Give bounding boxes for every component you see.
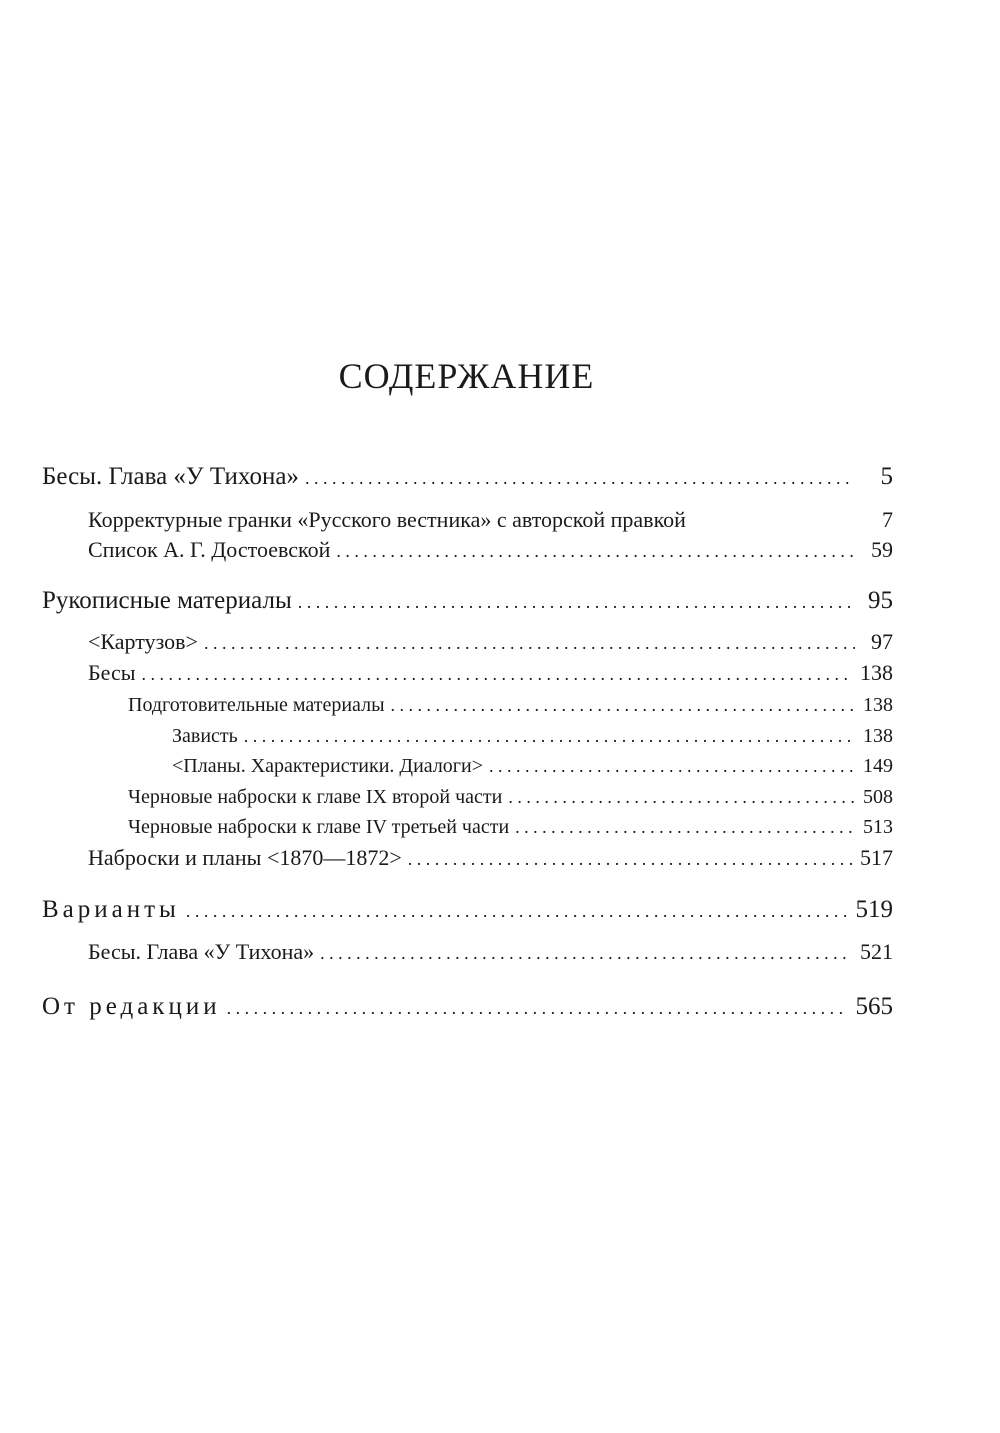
toc-entry-label: Наброски и планы <1870—1872> <box>88 845 402 870</box>
dot-leader <box>391 690 855 720</box>
toc-entry-page: 138 <box>863 725 893 747</box>
dot-leader <box>508 782 855 812</box>
dot-leader <box>186 896 848 926</box>
toc-entry-label: Подготовительные материалы <box>128 694 385 716</box>
toc-entry-label: Список А. Г. Достоевской <box>88 537 331 562</box>
toc-entry-label: От редакции <box>42 993 221 1020</box>
dot-leader <box>515 812 855 842</box>
page-title: СОДЕРЖАНИЕ <box>338 356 595 396</box>
toc-entry-label: Варианты <box>42 896 180 923</box>
dot-leader <box>204 628 855 658</box>
toc-entry-page: 149 <box>863 755 893 777</box>
toc-entry <box>42 992 893 1022</box>
toc-entry-label: <Картузов> <box>88 629 198 654</box>
dot-leader <box>142 659 853 689</box>
toc-entry-page: 517 <box>860 845 893 870</box>
toc-entry-label: Рукописные материалы <box>42 587 292 614</box>
toc-entry <box>128 782 893 812</box>
toc-entry <box>88 505 893 535</box>
dot-leader <box>336 536 855 566</box>
toc-entry-label: Черновые наброски к главе IX второй части <box>128 786 503 808</box>
toc-entry-page: 97 <box>871 629 893 654</box>
toc-entry <box>42 586 893 616</box>
toc-entry <box>42 895 893 925</box>
toc-entry-page: 59 <box>871 537 893 562</box>
toc-entry-page: 138 <box>863 694 893 716</box>
toc-entry-label: Корректурные гранки «Русского вестника» с авторской правкой <box>88 507 686 532</box>
toc-entry-page: 521 <box>860 939 893 964</box>
dot-leader <box>305 463 855 493</box>
dot-leader <box>408 844 852 874</box>
toc-entry <box>42 462 893 492</box>
toc-entry <box>88 843 893 873</box>
toc-entry-page: 508 <box>863 786 893 808</box>
dot-leader <box>489 751 855 781</box>
toc-entry-page: 7 <box>882 507 893 532</box>
dot-leader <box>320 938 852 968</box>
toc-entry-label: Черновые наброски к главе IV третьей части <box>128 816 510 838</box>
toc-entry-page: 95 <box>868 587 893 614</box>
dot-leader <box>244 721 855 751</box>
toc-entry <box>88 535 893 565</box>
toc-entry-label: Бесы <box>88 660 136 685</box>
toc-entry <box>88 658 893 688</box>
toc-entry-page: 138 <box>860 660 893 685</box>
toc-entry <box>128 812 893 842</box>
toc-entry <box>128 690 893 720</box>
dot-leader <box>298 587 855 617</box>
toc-entry <box>172 751 893 781</box>
toc-entry-label: Зависть <box>172 725 238 747</box>
toc-entry-label: Бесы. Глава «У Тихона» <box>42 463 299 490</box>
toc-entry-label: <Планы. Характеристики. Диалоги> <box>172 755 483 777</box>
toc-entry <box>88 937 893 967</box>
toc-entry <box>172 721 893 751</box>
toc-entry-page: 5 <box>880 463 893 490</box>
toc-entry-page: 519 <box>855 896 893 923</box>
toc-entry-label: Бесы. Глава «У Тихона» <box>88 939 315 964</box>
dot-leader <box>227 993 848 1023</box>
toc-entry <box>88 627 893 657</box>
toc-entry-page: 565 <box>855 993 893 1020</box>
toc-entry-page: 513 <box>863 816 893 838</box>
